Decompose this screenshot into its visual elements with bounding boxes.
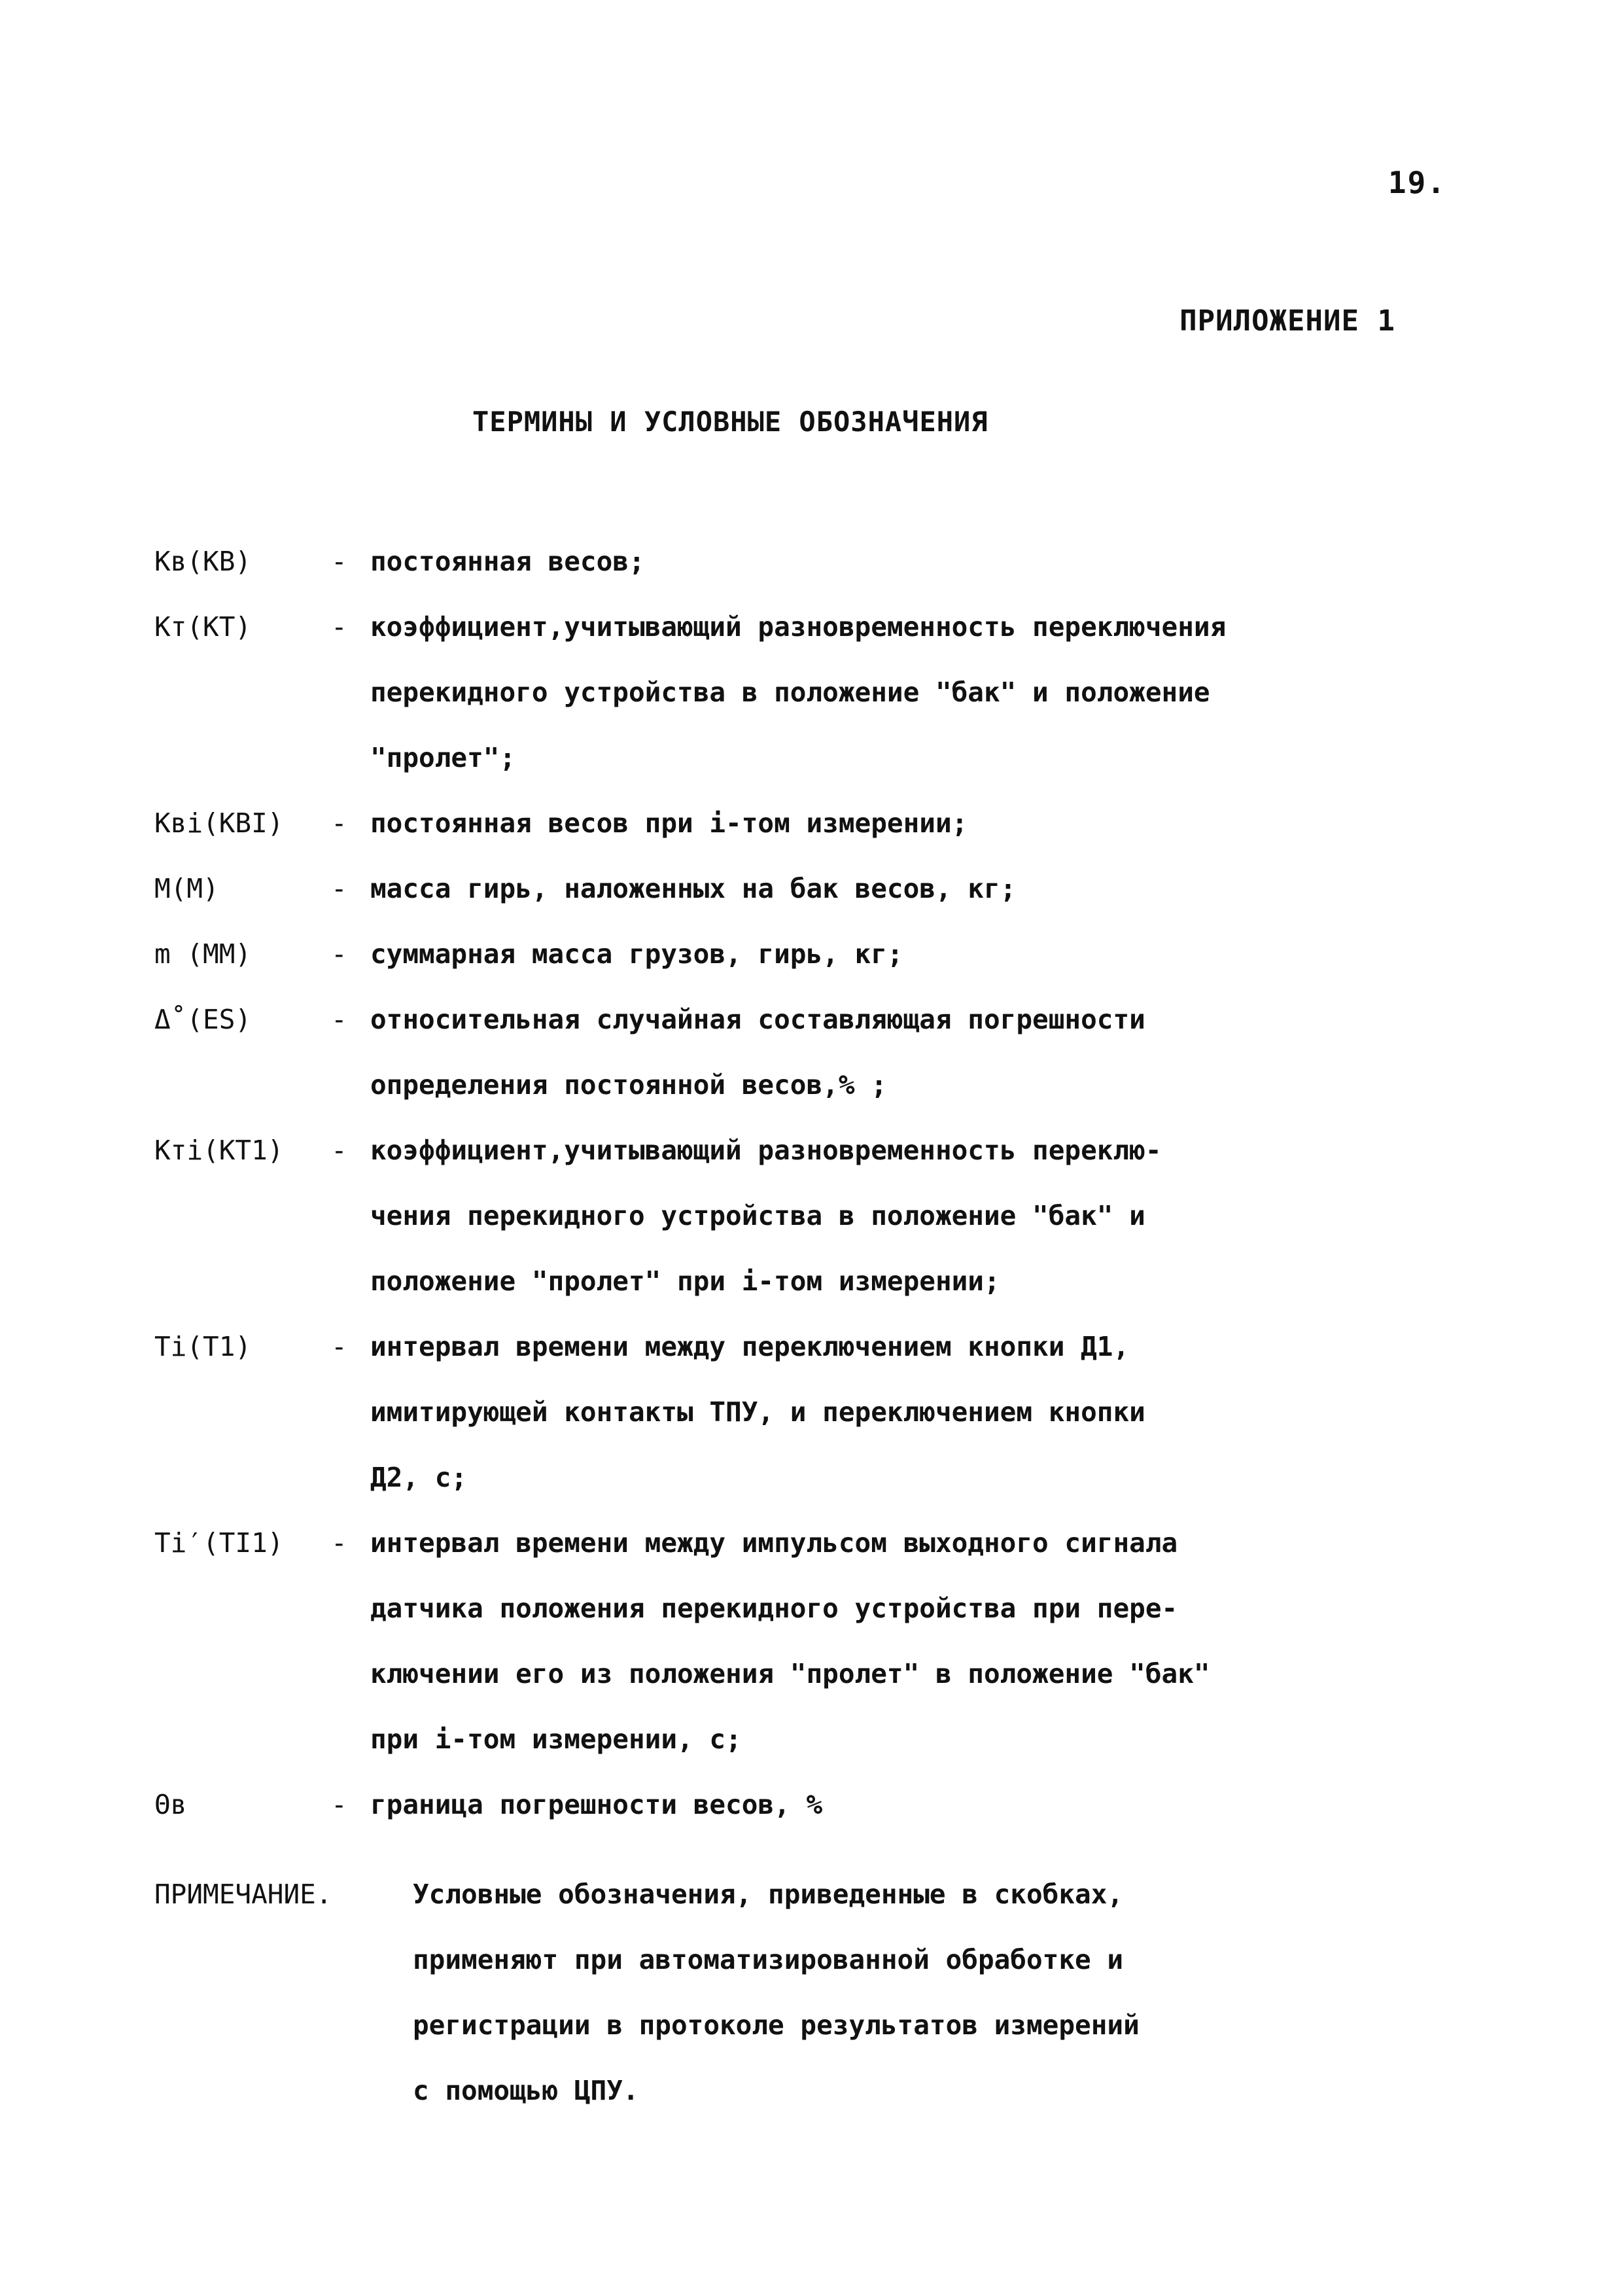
term-definition-line: "пролет"; bbox=[370, 742, 516, 773]
term-definition-line: интервал времени между переключением кнопки Д1, bbox=[370, 1331, 1130, 1362]
term-symbol: Тi′(ТI1) bbox=[154, 1527, 284, 1559]
term-definition-line: положение "пролет" при i-том измерении; bbox=[370, 1265, 1000, 1297]
term-row bbox=[154, 856, 1495, 921]
term-definition bbox=[370, 987, 1495, 1118]
term-row bbox=[154, 594, 1495, 790]
term-symbol: m (ММ) bbox=[154, 938, 252, 970]
note-line: с помощью ЦПУ. bbox=[413, 2075, 639, 2106]
term-definition-line: имитирующей контакты ТПУ, и переключением кнопки bbox=[370, 1396, 1145, 1428]
term-row bbox=[154, 987, 1495, 1118]
term-definition-line: при i-том измерении, с; bbox=[370, 1723, 742, 1755]
note-line: применяют при автоматизированной обработке и bbox=[413, 1944, 1124, 1975]
term-definition bbox=[370, 921, 1495, 987]
term-definition-line: ключении его из положения "пролет" в положение "бак" bbox=[370, 1658, 1210, 1689]
term-dash: - bbox=[331, 1331, 347, 1362]
term-symbol: Кт(КТ) bbox=[154, 611, 252, 643]
term-definition bbox=[370, 1772, 1495, 1837]
term-dash: - bbox=[331, 938, 347, 970]
term-dash: - bbox=[331, 1135, 347, 1166]
term-definition-line: интервал времени между импульсом выходного сигнала bbox=[370, 1527, 1178, 1559]
term-definition-line: перекидного устройства в положение "бак" и положение bbox=[370, 677, 1210, 708]
note-block bbox=[154, 1862, 1495, 2123]
term-definition bbox=[370, 856, 1495, 921]
term-definition-line: коэффициент,учитывающий разновременность переключения bbox=[370, 611, 1227, 643]
term-row bbox=[154, 1118, 1495, 1314]
term-definition bbox=[370, 790, 1495, 856]
term-definition-line: определения постоянной весов,% ; bbox=[370, 1069, 887, 1101]
term-definition-line: суммарная масса грузов, гирь, кг; bbox=[370, 938, 903, 970]
term-definition-line: датчика положения перекидного устройства при пере- bbox=[370, 1593, 1178, 1624]
term-definition bbox=[370, 1314, 1495, 1510]
term-symbol: Квi(КВI) bbox=[154, 807, 284, 839]
term-definition bbox=[370, 594, 1495, 790]
term-symbol: Θв bbox=[154, 1789, 187, 1820]
note-row bbox=[154, 1862, 1495, 2123]
term-definition bbox=[370, 1118, 1495, 1314]
term-dash: - bbox=[331, 546, 347, 577]
term-dash: - bbox=[331, 1004, 347, 1035]
term-symbol: Тi(Т1) bbox=[154, 1331, 252, 1362]
note-line: Условные обозначения, приведенные в скобках, bbox=[413, 1879, 1124, 1910]
term-definition-line: граница погрешности весов, % bbox=[370, 1789, 823, 1820]
term-dash: - bbox=[331, 807, 347, 839]
term-symbol: Ктi(КТ1) bbox=[154, 1135, 284, 1166]
term-definition-line: Д2, с; bbox=[370, 1462, 468, 1493]
term-definition-line: чения перекидного устройства в положение "бак" и bbox=[370, 1200, 1145, 1231]
note-text bbox=[413, 1862, 1495, 2123]
term-definition-line: относительная случайная составляющая погрешности bbox=[370, 1004, 1145, 1035]
term-symbol: Кв(КВ) bbox=[154, 546, 252, 577]
term-row bbox=[154, 921, 1495, 987]
term-definition-line: масса гирь, наложенных на бак весов, кг; bbox=[370, 873, 1017, 904]
term-row bbox=[154, 790, 1495, 856]
term-row bbox=[154, 529, 1495, 594]
appendix-label: ПРИЛОЖЕНИЕ 1 bbox=[1179, 304, 1395, 338]
term-definition bbox=[370, 1510, 1495, 1772]
term-dash: - bbox=[331, 1789, 347, 1820]
note-label: ПРИМЕЧАНИЕ. bbox=[154, 1879, 332, 1910]
term-row bbox=[154, 1510, 1495, 1772]
term-dash: - bbox=[331, 873, 347, 904]
term-definition bbox=[370, 529, 1495, 594]
document-title: ТЕРМИНЫ И УСЛОВНЫЕ ОБОЗНАЧЕНИЯ bbox=[472, 406, 988, 438]
term-dash: - bbox=[331, 611, 347, 643]
term-definition-line: постоянная весов; bbox=[370, 546, 645, 577]
term-symbol: Δ̊ (ES) bbox=[154, 1004, 252, 1035]
note-line: регистрации в протоколе результатов измерений bbox=[413, 2009, 1140, 2041]
term-row bbox=[154, 1314, 1495, 1510]
terms-list bbox=[154, 529, 1495, 1837]
term-symbol: М(М) bbox=[154, 873, 219, 904]
page-number: 19. bbox=[1387, 165, 1446, 200]
term-dash: - bbox=[331, 1527, 347, 1559]
term-definition-line: коэффициент,учитывающий разновременность переклю- bbox=[370, 1135, 1162, 1166]
term-row bbox=[154, 1772, 1495, 1837]
term-definition-line: постоянная весов при i-том измерении; bbox=[370, 807, 968, 839]
